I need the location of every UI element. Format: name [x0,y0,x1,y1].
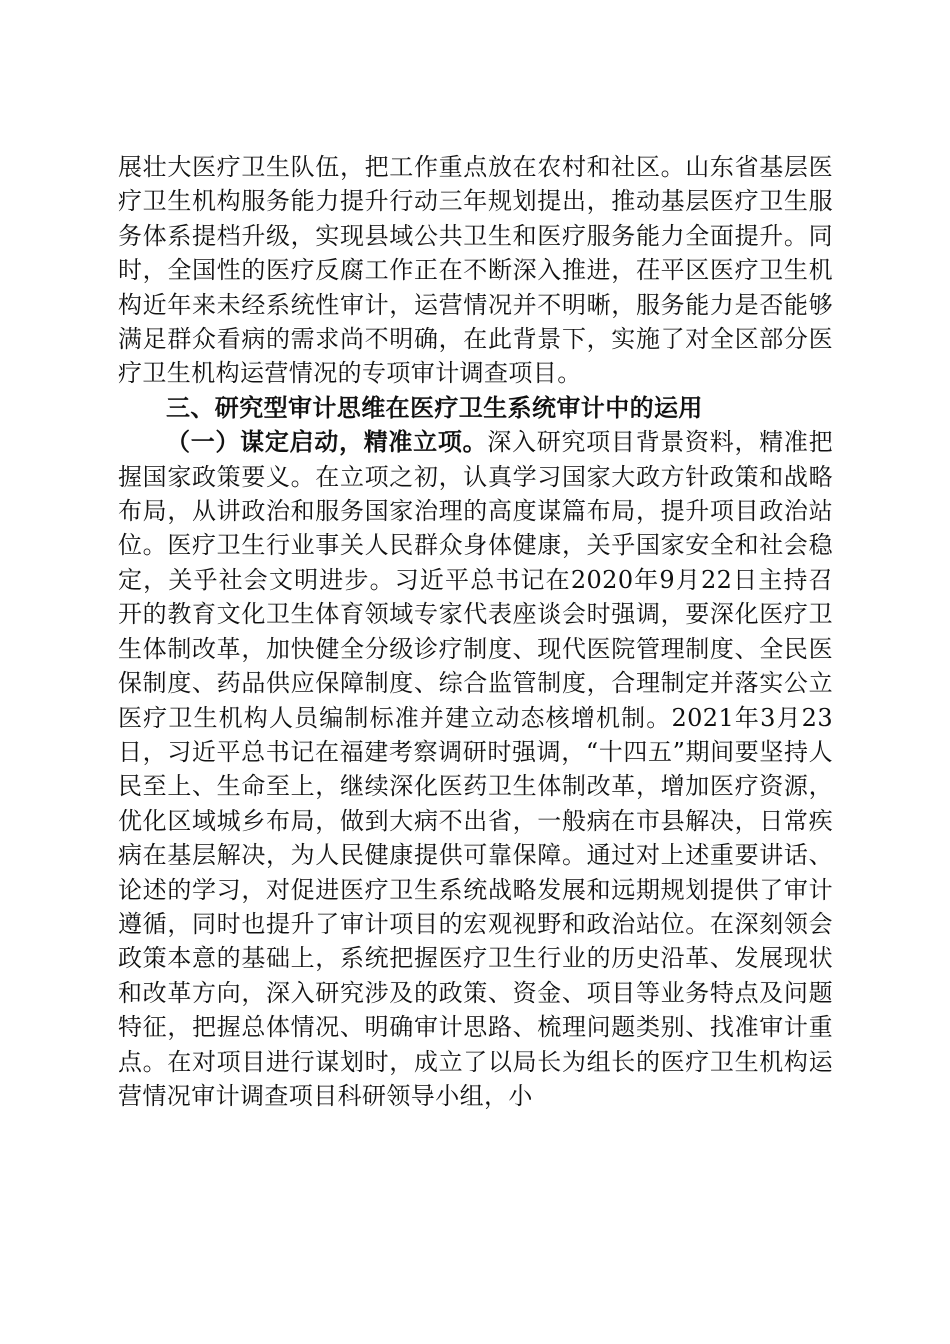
subsection-lead: （一）谋定启动，精准立项。 [166,427,488,457]
section-heading: 三、研究型审计思维在医疗卫生系统审计中的运用 [166,393,703,422]
paragraph-continuation: 展壮大医疗卫生队伍，把工作重点放在农村和社区。山东省基层医疗卫生机构服务能力提升行动三年规划提出，推动基层医疗卫生服务体系提档升级，实现县域公共卫生和医疗服务能力全面提升。同时，全国性的医疗反腐工作正在不断深入推进，茌平区医疗卫生机构近年来未经系统性审计，运营情况并不明晰，服务能力是否能够满足群众看病的需求尚不明确，在此背景下，实施了对全区部分医疗卫生机构运营情况的专项审计调查项目。 [118,153,833,388]
subsection-body: 深入研究项目背景资料，精准把握国家政策要义。在立项之初，认真学习国家大政方针政策和战略布局，从讲政治和服务国家治理的高度谋篇布局，提升项目政治站位。医疗卫生行业事关人民群众身体健康，关乎国家安全和社会稳定，关乎社会文明进步。习近平总书记在2020年9月22日主持召开的教育文化卫生体育领域专家代表座谈会时强调，要深化医疗卫生体制改革，加快健全分级诊疗制度、现代医院管理制度、全民医保制度、药品供应保障制度、综合监管制度，合理制定并落实公立医疗卫生机构人员编制标准并建立动态核增机制。2021年3月23日，习近平总书记在福建考察调研时强调，“十四五”期间要坚持人民至上、生命至上，继续深化医药卫生体制改革，增加医疗资源，优化区域城乡布局，做到大病不出省，一般病在市县解决，日常疾病在基层解决，为人民健康提供可靠保障。通过对上述重要讲话、论述的学习，对促进医疗卫生系统战略发展和远期规划提供了审计遵循，同时也提升了审计项目的宏观视野和政治站位。在深刻领会政策本意的基础上，系统把握医疗卫生行业的历史沿革、发展现状和改革方向，深入研究涉及的政策、资金、项目等业务特点及问题特征，把握总体情况、明确审计思路、梳理问题类别、找准审计重点。在对项目进行谋划时，成立了以局长为组长的医疗卫生机构运营情况审计调查项目科研领导小组，小 [118,428,833,1110]
subsection-paragraph [118,425,833,1113]
document-page [118,150,833,1113]
